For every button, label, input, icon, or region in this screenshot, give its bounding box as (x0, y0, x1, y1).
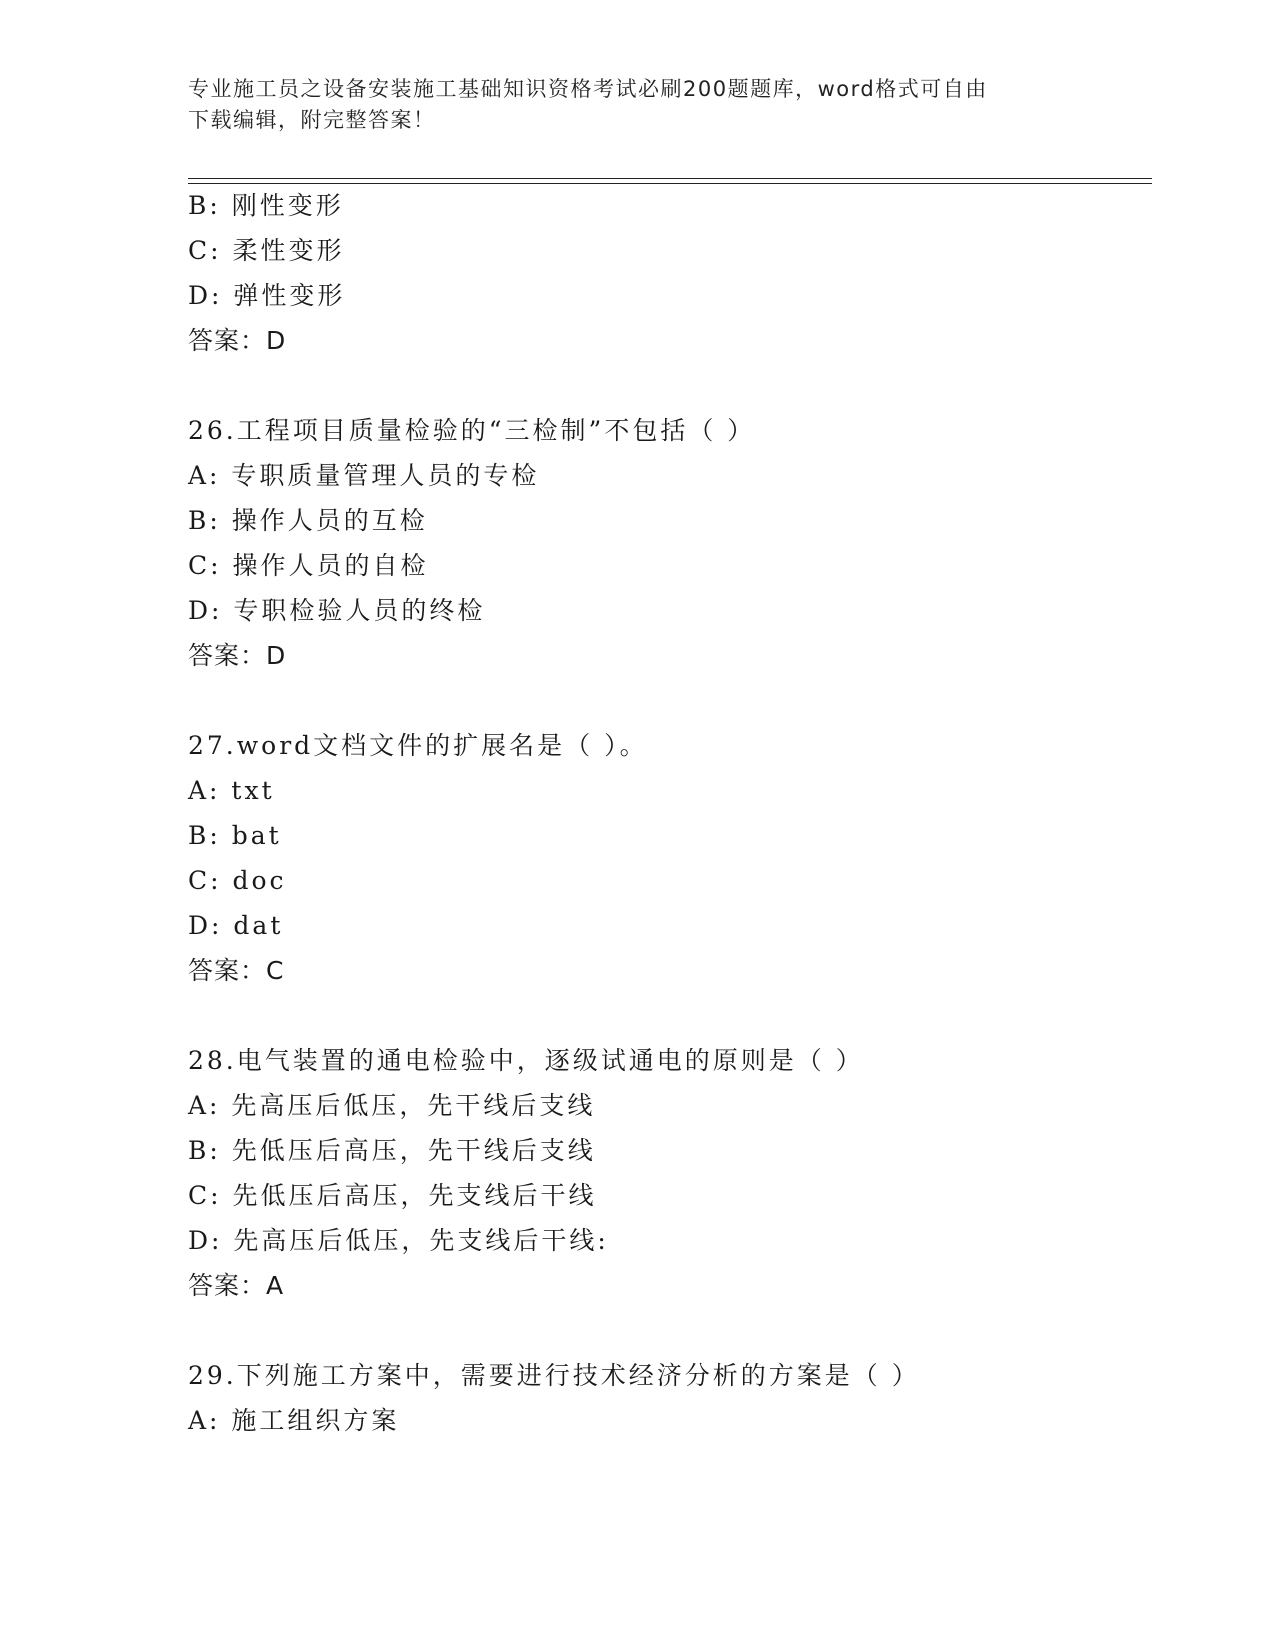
header-line-1: 专业施工员之设备安装施工基础知识资格考试必刷200题题库，word格式可自由 (188, 77, 988, 101)
header-divider-bottom (188, 183, 1152, 184)
option-b: B: bat (188, 821, 282, 850)
document-header (188, 74, 1068, 136)
option-c: C: 柔性变形 (188, 236, 345, 265)
header-line-2: 下载编辑，附完整答案！ (188, 108, 436, 132)
header-divider-top (188, 178, 1152, 179)
question-stem: 27.word文档文件的扩展名是（ ）。 (188, 731, 648, 760)
answer-line: 答案：D (188, 641, 287, 670)
question-stem: 28.电气装置的通电检验中，逐级试通电的原则是（ ） (188, 1046, 864, 1075)
option-d: D: 专职检验人员的终检 (188, 596, 486, 625)
option-b: B: 刚性变形 (188, 191, 344, 220)
option-a: A: 专职质量管理人员的专检 (188, 461, 540, 490)
option-c: C: doc (188, 866, 287, 895)
option-d: D: dat (188, 911, 284, 940)
option-a: A: txt (188, 776, 275, 805)
question-stem: 26.工程项目质量检验的“三检制”不包括（ ） (188, 416, 756, 445)
option-a: A: 先高压后低压，先干线后支线 (188, 1091, 596, 1120)
answer-line: 答案：D (188, 326, 287, 355)
option-c: C: 操作人员的自检 (188, 551, 429, 580)
option-b: B: 操作人员的互检 (188, 506, 428, 535)
question-stem: 29.下列施工方案中，需要进行技术经济分析的方案是（ ） (188, 1361, 920, 1390)
option-a: A: 施工组织方案 (188, 1406, 400, 1435)
option-c: C: 先低压后高压，先支线后干线 (188, 1181, 597, 1210)
option-d: D: 先高压后低压，先支线后干线: (188, 1226, 609, 1255)
answer-line: 答案：A (188, 1271, 285, 1300)
option-d: D: 弹性变形 (188, 281, 346, 310)
option-b: B: 先低压后高压，先干线后支线 (188, 1136, 596, 1165)
answer-line: 答案：C (188, 956, 285, 985)
